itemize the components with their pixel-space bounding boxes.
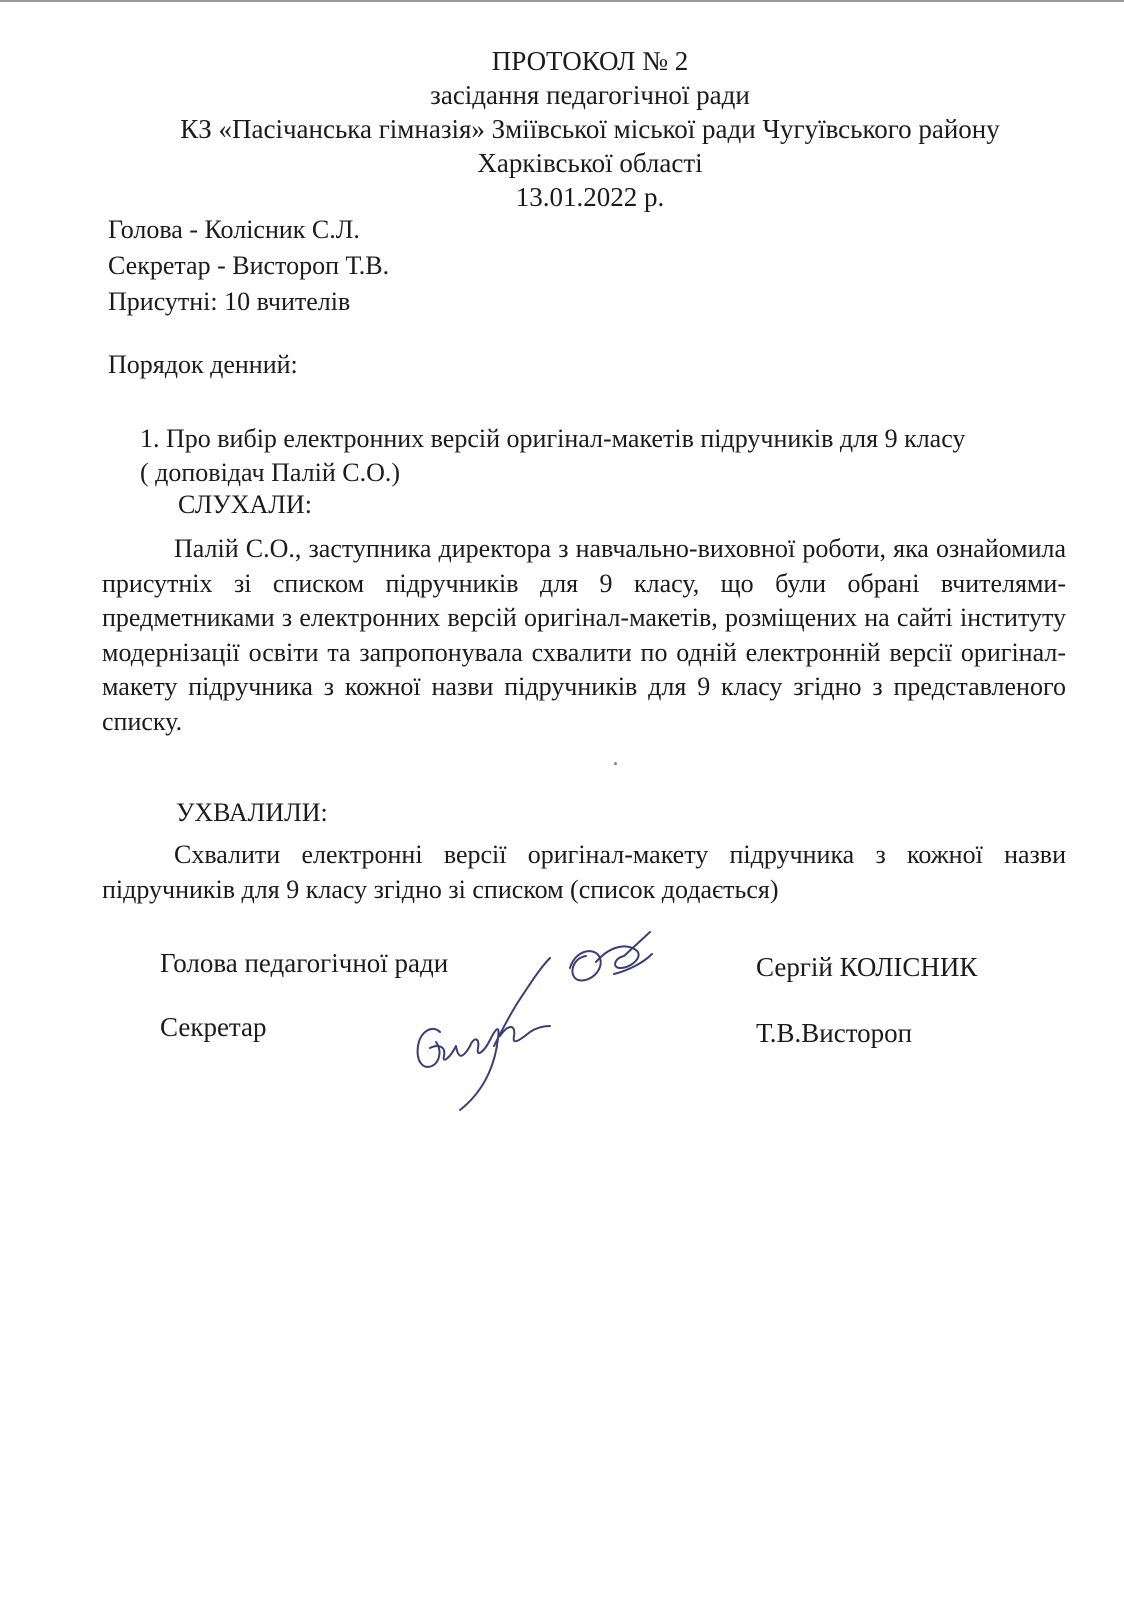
protocol-subtitle: засідання педагогічної ради: [430, 80, 750, 110]
heard-label: СЛУХАЛИ:: [178, 490, 312, 519]
agenda-item-text: 1. Про вибір електронних версій оригінал-макетів підручників для 9 класу: [140, 424, 966, 453]
agenda-title: Порядок денний:: [108, 350, 298, 379]
chair-title: Голова педагогічної ради: [160, 948, 449, 978]
meeting-meta: [108, 212, 389, 320]
agenda-item-speaker: ( доповідач Палій С.О.): [140, 458, 401, 487]
chair-name: Сергій КОЛІСНИК: [756, 952, 978, 982]
secretary-name: Т.В.Висторoп: [756, 1018, 913, 1048]
protocol-header: [140, 44, 1040, 214]
present-line: Присутні: 10 вчителів: [108, 287, 351, 316]
heard-text: Палій С.О., заступника директора з навчально-виховної роботи, яка ознайомила присутніх зі списком підручників для 9 класу, що були обрані вчителями-предметниками з електронних версій оригінал-макетів, розміщених на сайті інституту модернізації освіти та запропонувала схвалити по одній електронній версії оригінал-макету підручника з кожної назви підручників для 9 класу згідно з представленого списку.: [102, 534, 1066, 736]
secretary-line: Секретар - Висторoп Т.В.: [108, 251, 390, 280]
chair-line: Голова - Колісник С.Л.: [108, 215, 360, 244]
scan-speck: [614, 762, 617, 765]
agenda-item-1: [140, 422, 1070, 490]
protocol-date: 13.01.2022 р.: [515, 182, 665, 212]
region-name: Харківської області: [477, 148, 703, 178]
page-edge-line: [0, 0, 1124, 2]
handwritten-signatures: [400, 928, 670, 1118]
protocol-title: ПРОТОКОЛ № 2: [491, 46, 689, 76]
resolved-label: УХВАЛИЛИ:: [176, 798, 328, 827]
resolved-text: Схвалити електронні версії оригінал-макету підручника з кожної назви підручників для 9 класу згідно зі списком (список додається): [102, 840, 1066, 904]
secretary-title: Секретар: [160, 1012, 267, 1042]
institution-name: КЗ «Пасічанська гімназія» Зміївської міської ради Чугуївського району: [180, 114, 1000, 144]
